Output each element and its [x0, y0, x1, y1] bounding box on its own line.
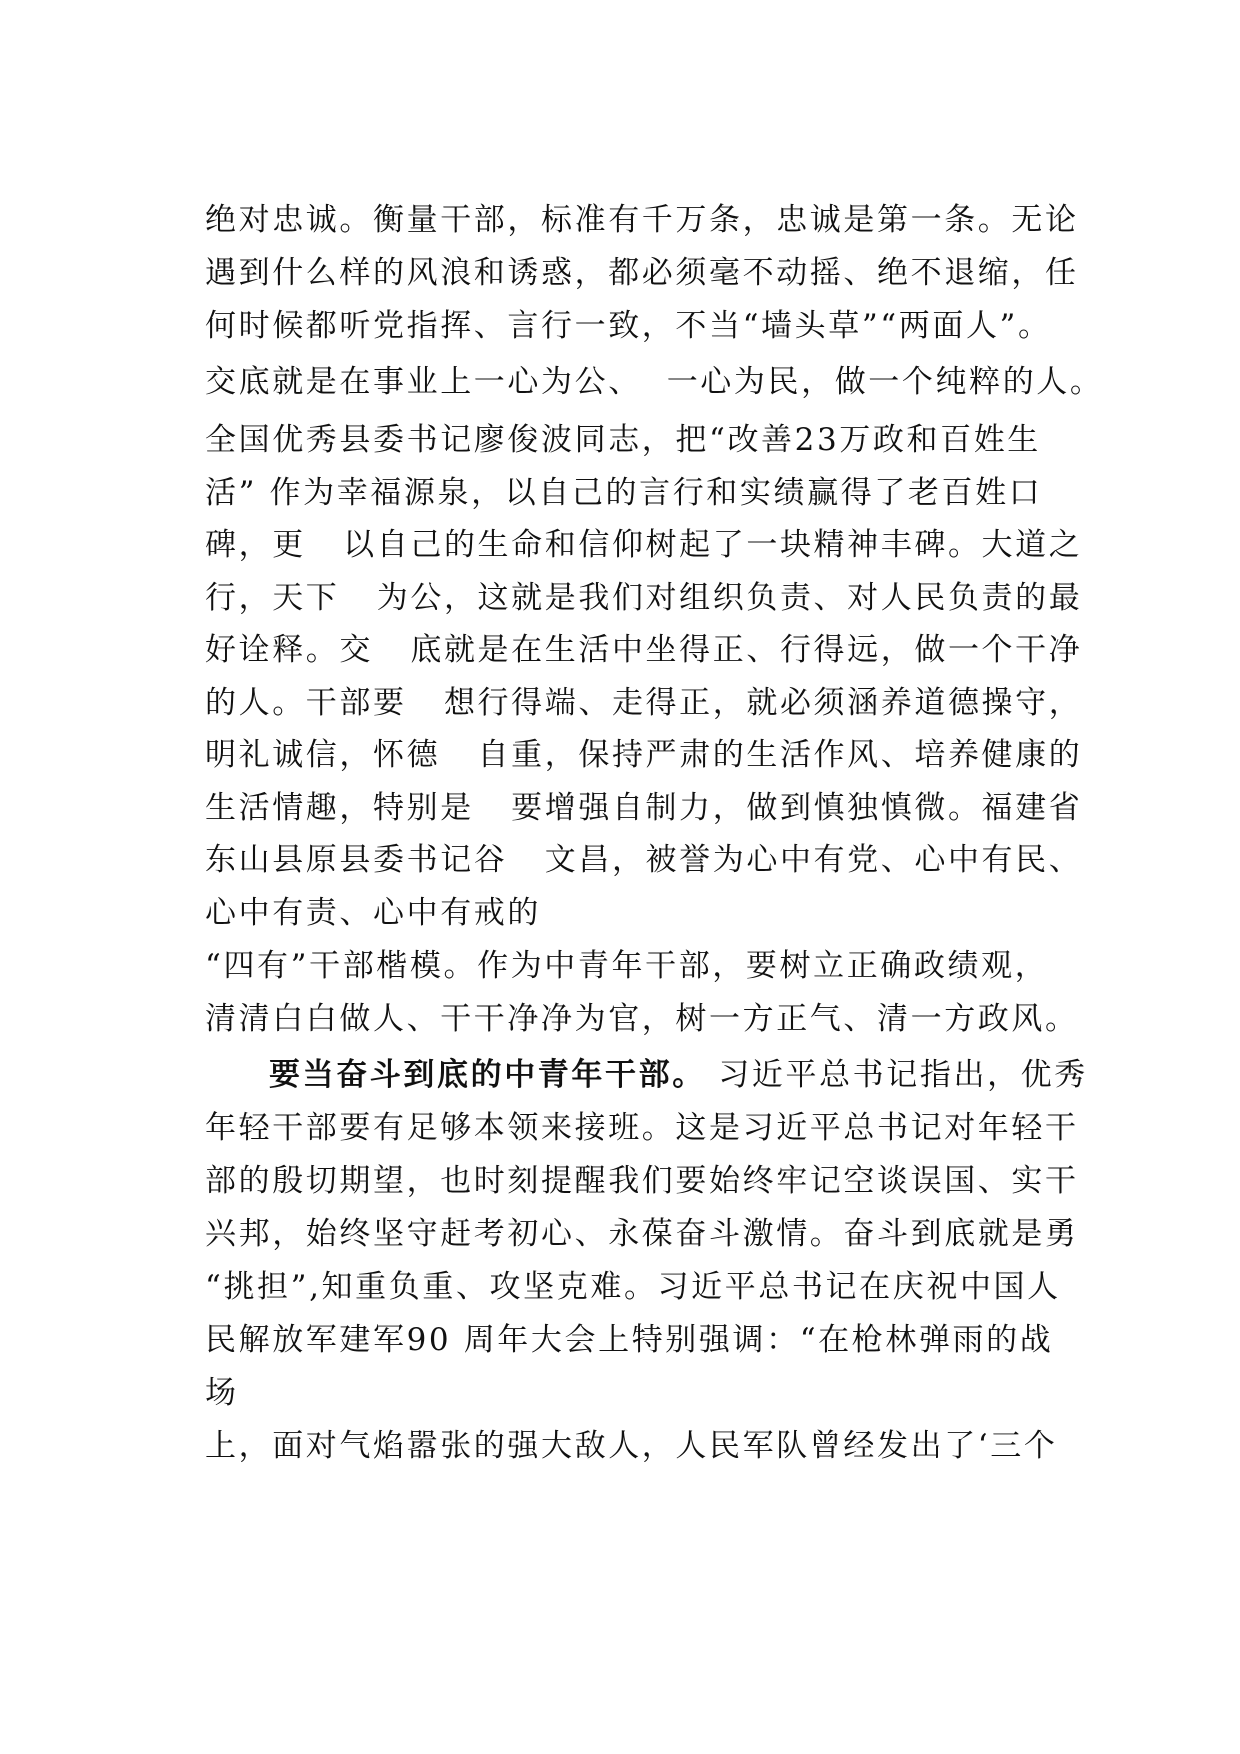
body-text-line: 生活情趣，特别是 要增强自制力，做到慎独慎微。福建省 — [205, 790, 1083, 826]
body-text-line: 全国优秀县委书记廖俊波同志，把“改善23万政和百姓生 — [205, 422, 1041, 458]
section-heading-line — [269, 1053, 1088, 1097]
body-text-line: 好诠释。交 底就是在生活中坐得正、行得远，做一个干净 — [205, 632, 1083, 668]
body-text-line: “四有”干部楷模。作为中青年干部，要树立正确政绩观， — [205, 948, 1049, 984]
body-text-line: 遇到什么样的风浪和诱惑，都必须毫不动摇、绝不退缩，任 — [205, 255, 1079, 291]
section-heading: 要当奋斗到底的中青年干部。 — [269, 1057, 706, 1093]
body-text-line: 上，面对气焰嚣张的强大敌人，人民军队曾经发出了‘三个 — [205, 1428, 1058, 1464]
body-text-line: 碑，更 以自己的生命和信仰树起了一块精神丰碑。大道之 — [205, 527, 1083, 563]
body-text-line: 场 — [205, 1375, 239, 1411]
body-text-line: 民解放军建军90 周年大会上特别强调：“在枪林弹雨的战 — [205, 1322, 1054, 1358]
body-text-line: 何时候都听党指挥、言行一致，不当“墙头草”“两面人”。 — [205, 308, 1052, 344]
body-text-line: 年轻干部要有足够本领来接班。这是习近平总书记对年轻干 — [205, 1110, 1079, 1146]
body-text-line: 心中有责、心中有戒的 — [205, 895, 541, 931]
body-text-line: 部的殷切期望，也时刻提醒我们要始终牢记空谈误国、实干 — [205, 1163, 1079, 1199]
body-text-line: 的人。干部要 想行得端、走得正，就必须涵养道德操守， — [205, 685, 1083, 721]
body-text-line: 清清白白做人、干干净净为官，树一方正气、清一方政风。 — [205, 1001, 1079, 1037]
body-text-line: 兴邦，始终坚守赶考初心、永葆奋斗激情。奋斗到底就是勇 — [205, 1216, 1079, 1252]
body-text-line: 绝对忠诚。衡量干部，标准有千万条，忠诚是第一条。无论 — [205, 202, 1079, 238]
body-text-line: 交底就是在事业上一心为公、 一心为民，做一个纯粹的人。 — [205, 364, 1104, 400]
body-text-line: 东山县原县委书记谷 文昌，被誉为心中有党、心中有民、 — [205, 842, 1083, 878]
body-text-line: 活” 作为幸福源泉，以自己的言行和实绩赢得了老百姓口 — [205, 475, 1043, 511]
body-text-line: “挑担”,知重负重、攻坚克难。习近平总书记在庆祝中国人 — [205, 1269, 1061, 1305]
body-text-line: 行，天下 为公，这就是我们对组织负责、对人民负责的最 — [205, 580, 1083, 616]
body-text-line: 明礼诚信，怀德 自重，保持严肃的生活作风、培养健康的 — [205, 737, 1083, 773]
section-heading-continuation: 习近平总书记指出，优秀 — [705, 1057, 1088, 1093]
